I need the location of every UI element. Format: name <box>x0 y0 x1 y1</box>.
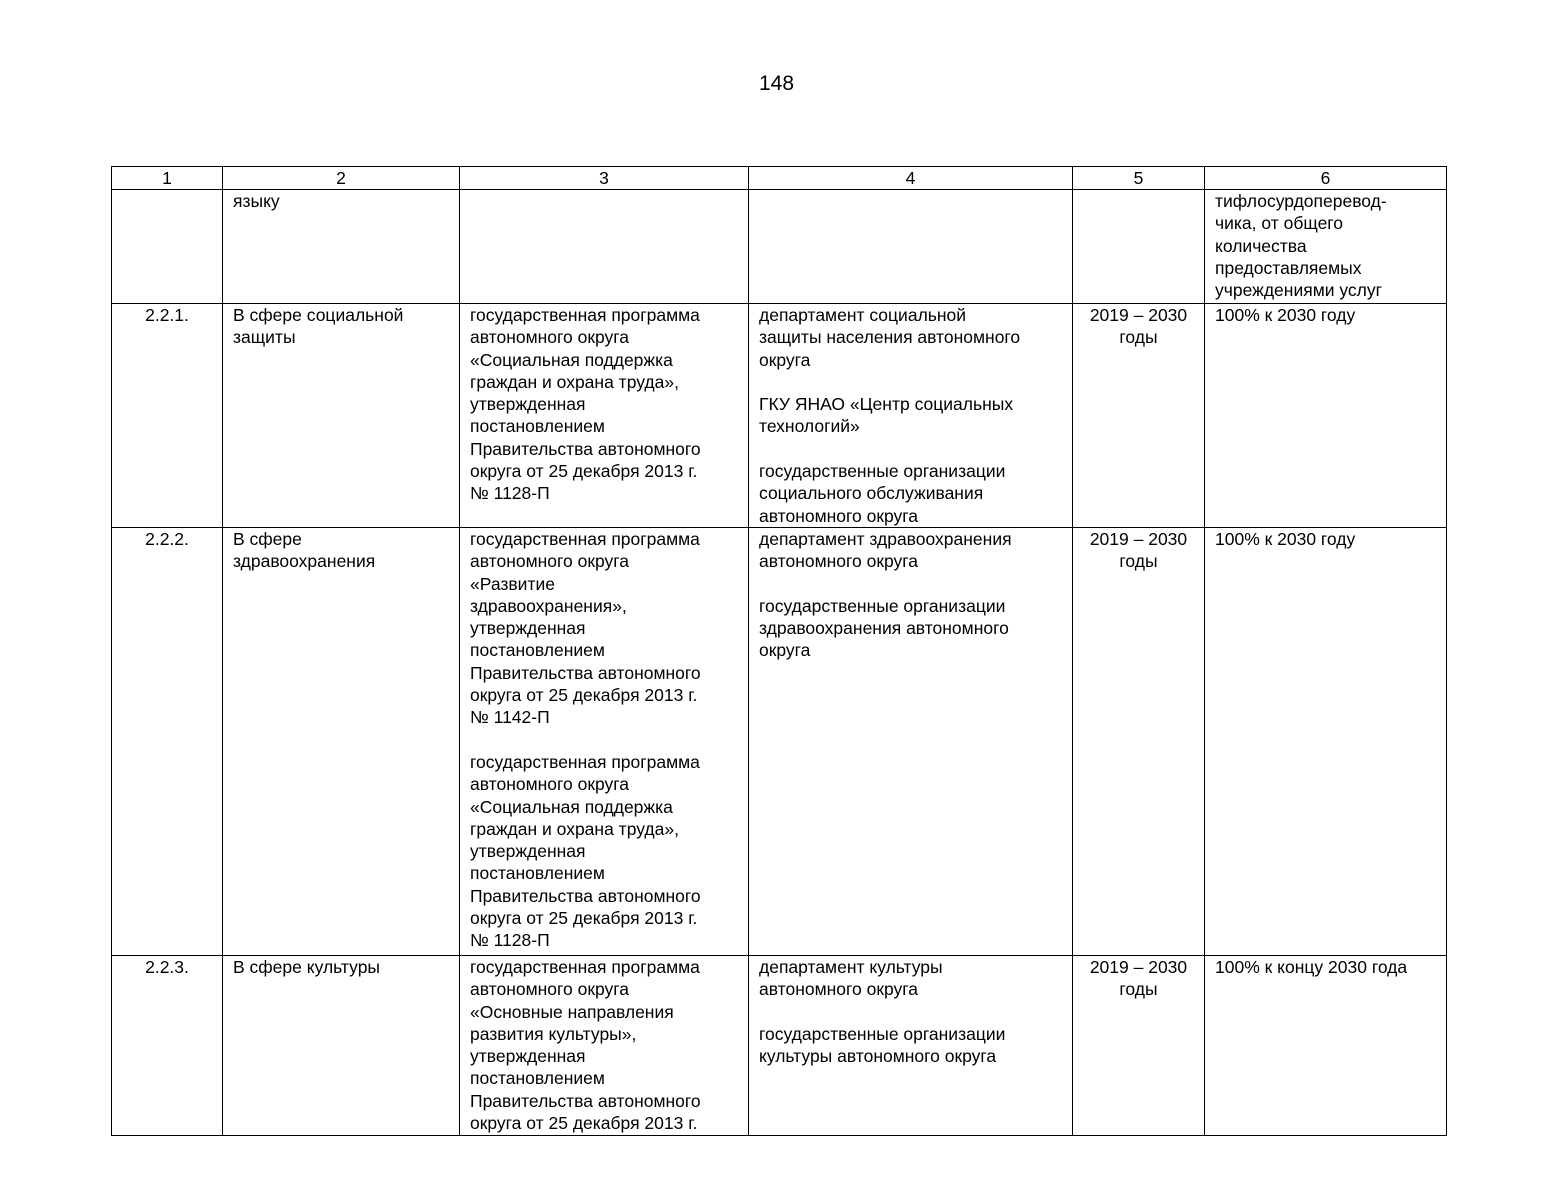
period-cell: 2019 – 2030 годы <box>1073 527 1205 955</box>
executor-cell: департамент здравоохранения автономного округа государственные организации здравоохранения автономного округа <box>749 527 1073 955</box>
target-cell: 100% к 2030 году <box>1205 527 1447 955</box>
program-table <box>111 166 1447 1136</box>
column-header-6: 6 <box>1205 167 1447 190</box>
target-cell: 100% к 2030 году <box>1205 304 1447 528</box>
program-cell: государственная программа автономного округа «Основные направления развития культуры», утвержденная постановлением Правительства автономного округа от 25 декабря 2013 г. <box>460 955 749 1135</box>
executor-cell: департамент культуры автономного округа государственные организации культуры автономного округа <box>749 955 1073 1135</box>
row-number-cell: 2.2.3. <box>112 955 223 1135</box>
column-header-2: 2 <box>223 167 460 190</box>
column-header-4: 4 <box>749 167 1073 190</box>
program-cell: государственная программа автономного округа «Социальная поддержка граждан и охрана труда», утвержденная постановлением Правительства автономного округа от 25 декабря 2013 г. № 1128-П <box>460 304 749 528</box>
area-cell: В сфере социальной защиты <box>223 304 460 528</box>
column-header-5: 5 <box>1073 167 1205 190</box>
period-cell: 2019 – 2030 годы <box>1073 304 1205 528</box>
period-cell <box>1073 190 1205 304</box>
row-number-cell: 2.2.1. <box>112 304 223 528</box>
target-cell: 100% к концу 2030 года <box>1205 955 1447 1135</box>
column-header-3: 3 <box>460 167 749 190</box>
area-cell: языку <box>223 190 460 304</box>
table-row <box>112 527 1447 955</box>
program-cell <box>460 190 749 304</box>
row-number-cell <box>112 190 223 304</box>
column-header-1: 1 <box>112 167 223 190</box>
table-row <box>112 955 1447 1135</box>
row-number-cell: 2.2.2. <box>112 527 223 955</box>
area-cell: В сфере здравоохранения <box>223 527 460 955</box>
area-cell: В сфере культуры <box>223 955 460 1135</box>
table-row <box>112 190 1447 304</box>
header-row <box>112 167 1447 190</box>
executor-cell: департамент социальной защиты населения автономного округа ГКУ ЯНАО «Центр социальных технологий» государственные организации социального обслуживания автономного округа <box>749 304 1073 528</box>
program-cell: государственная программа автономного округа «Развитие здравоохранения», утвержденная постановлением Правительства автономного округа от 25 декабря 2013 г. № 1142-П государственная программа автономного округа «Социальная поддержка граждан и охрана труда», утвержденная постановлением Правительства автономного округа от 25 декабря 2013 г. № 1128-П <box>460 527 749 955</box>
executor-cell <box>749 190 1073 304</box>
page-number: 148 <box>758 72 795 95</box>
table-row <box>112 304 1447 528</box>
period-cell: 2019 – 2030 годы <box>1073 955 1205 1135</box>
target-cell: тифлосурдоперевод- чика, от общего количества предоставляемых учреждениями услуг <box>1205 190 1447 304</box>
